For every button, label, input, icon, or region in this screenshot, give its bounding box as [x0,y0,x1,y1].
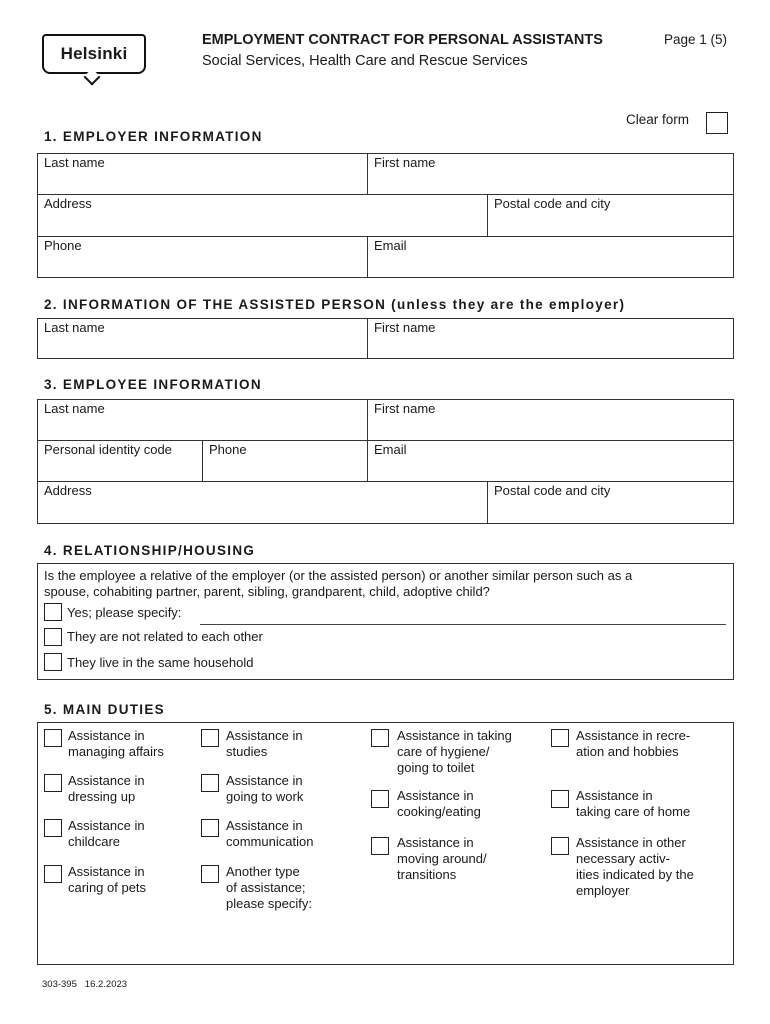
yes-related-label: Yes; please specify: [67,605,182,620]
not-related-label: They are not related to each other [67,629,263,644]
document-title: EMPLOYMENT CONTRACT FOR PERSONAL ASSISTANTS [202,32,603,48]
form-code-footer: 303-395 16.2.2023 [42,979,128,990]
duty-caring-pets-checkbox[interactable] [44,865,62,883]
duty-moving-around-checkbox[interactable] [371,837,389,855]
employee-info-table [37,399,734,524]
employee-phone-field[interactable] [203,441,368,482]
duty-home-label: Assistance in taking care of home [576,788,691,819]
yes-related-checkbox[interactable] [44,603,62,621]
label: Last name [44,401,105,416]
duty-childcare-checkbox[interactable] [44,819,62,837]
duty-hygiene-checkbox[interactable] [371,729,389,747]
duty-caring-pets-label: Assistance in caring of pets [68,864,147,895]
employer-phone-field[interactable] [38,237,368,277]
employer-info-table [37,153,734,278]
logo-text: Helsinki [60,44,128,63]
duty-studies-label: Assistance in studies [226,728,303,759]
same-household-label: They live in the same household [67,655,254,670]
label: First name [374,401,436,416]
label: Email [374,238,407,253]
duty-going-to-work-checkbox[interactable] [201,774,219,792]
duty-hygiene-label: Assistance in taking care of hygiene/ going to toilet [397,728,512,775]
relationship-question-line-1: Is the employee a relative of the employer (or the assisted person) or another similar person such as a [44,568,633,583]
assisted-person-table [37,318,734,359]
employee-last-name-field[interactable] [38,400,368,441]
yes-specify-line[interactable] [200,624,726,625]
employer-address-field[interactable] [38,195,488,237]
document-subtitle: Social Services, Health Care and Rescue Services [202,53,528,69]
same-household-checkbox[interactable] [44,653,62,671]
duty-other-activities-label: Assistance in other necessary activ- ities indicated by the employer [576,835,694,898]
duty-childcare-label: Assistance in childcare [68,818,145,849]
assisted-first-name-field[interactable] [368,319,733,358]
duty-going-to-work-label: Assistance in going to work [226,773,304,804]
employee-postal-field[interactable] [488,482,733,523]
duty-communication-label: Assistance in communication [226,818,314,849]
clear-form-checkbox[interactable] [706,112,728,134]
employer-last-name-field[interactable] [38,154,368,195]
duty-other-activities-checkbox[interactable] [551,837,569,855]
label: Personal identity code [44,442,172,457]
employer-email-field[interactable] [368,237,733,277]
duty-another-type-checkbox[interactable] [201,865,219,883]
employee-address-field[interactable] [38,482,488,523]
duty-moving-around-label: Assistance in moving around/ transitions [397,835,487,882]
label: Phone [44,238,82,253]
relationship-question-line-2: spouse, cohabiting partner, parent, sibling, grandparent, child, adoptive child? [44,584,490,599]
label: Address [44,483,92,498]
clear-form-label: Clear form [626,112,690,127]
helsinki-logo [42,34,146,74]
employer-first-name-field[interactable] [368,154,733,195]
assisted-last-name-field[interactable] [38,319,368,358]
duty-studies-checkbox[interactable] [201,729,219,747]
duty-home-checkbox[interactable] [551,790,569,808]
label: Address [44,196,92,211]
duty-cooking-eating-label: Assistance in cooking/eating [397,788,481,819]
duty-recreation-checkbox[interactable] [551,729,569,747]
label: Last name [44,320,105,335]
duty-recreation-label: Assistance in recre- ation and hobbies [576,728,691,759]
duty-managing-affairs-checkbox[interactable] [44,729,62,747]
duty-dressing-up-label: Assistance in dressing up [68,773,145,804]
not-related-checkbox[interactable] [44,628,62,646]
section-2-heading: 2. INFORMATION OF THE ASSISTED PERSON (unless they are the employer) [44,297,626,312]
section-3-heading: 3. EMPLOYEE INFORMATION [44,377,262,392]
duty-dressing-up-checkbox[interactable] [44,774,62,792]
duty-cooking-eating-checkbox[interactable] [371,790,389,808]
label: Phone [209,442,247,457]
duty-managing-affairs-label: Assistance in managing affairs [68,728,164,759]
relationship-box [37,563,734,680]
employee-email-field[interactable] [368,441,733,482]
employer-postal-field[interactable] [488,195,733,237]
main-duties-box [37,722,734,965]
duty-another-type-label: Another type of assistance; please specify: [226,864,312,911]
label: Email [374,442,407,457]
label: Last name [44,155,105,170]
section-1-heading: 1. EMPLOYER INFORMATION [44,129,263,144]
section-4-heading: 4. RELATIONSHIP/HOUSING [44,543,256,558]
label: First name [374,320,436,335]
page-number: Page 1 (5) [664,32,728,47]
section-5-heading: 5. MAIN DUTIES [44,702,165,717]
label: Postal code and city [494,196,611,211]
employee-pic-field[interactable] [38,441,203,482]
duty-communication-checkbox[interactable] [201,819,219,837]
label: Postal code and city [494,483,611,498]
label: First name [374,155,436,170]
employee-first-name-field[interactable] [368,400,733,441]
